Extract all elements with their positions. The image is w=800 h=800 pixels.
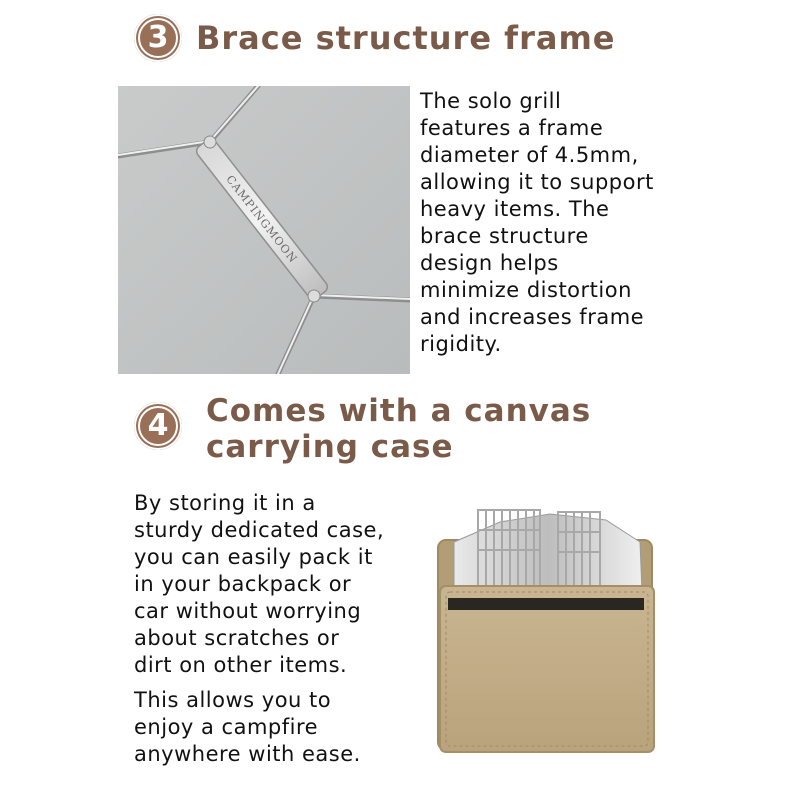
section-4-paragraph-2: This allows you to enjoy a campfire anywhere with ease. <box>134 688 361 766</box>
section-3-title: Brace structure frame <box>196 19 616 57</box>
section-4-title-line1: Comes with a canvas <box>206 393 592 429</box>
canvas-case-photo <box>410 492 682 800</box>
section-3-description: The solo grill features a frame diameter of 4.5mm, allowing it to support heavy items. The brace structure design helps minimize distortion and increases frame rigidity. <box>420 89 654 356</box>
section-4-paragraph-1: By storing it in a sturdy dedicated case, you can easily pack it in your backpack or car without worrying about scratches or dirt on other items. <box>134 491 385 677</box>
campingmoon-engraving: CAMPINGMOON <box>223 172 300 266</box>
section-4-title-line2: carrying case <box>206 429 454 465</box>
step-3-number: 3 <box>138 18 178 58</box>
step-4-number: 4 <box>138 406 178 446</box>
brace-frame-illustration <box>118 86 410 374</box>
brace-frame-photo <box>118 86 410 374</box>
canvas-case-illustration <box>410 492 682 800</box>
step-4-badge <box>134 402 182 450</box>
step-3-badge <box>134 14 182 62</box>
